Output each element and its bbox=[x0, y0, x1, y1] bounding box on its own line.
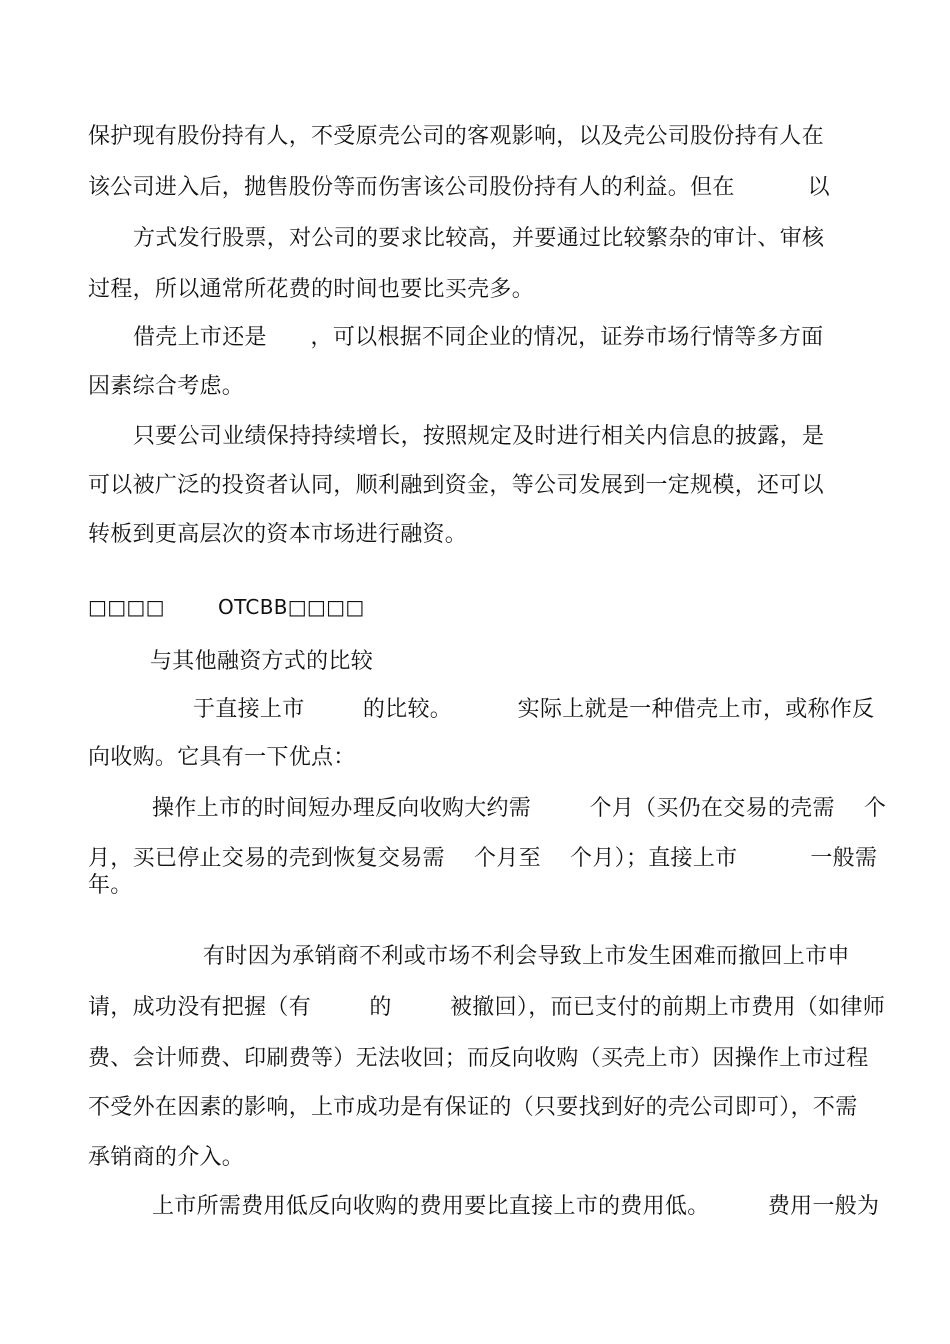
text-line: 借壳上市还是 ，可以根据不同企业的情况，证券市场行情等多方面 bbox=[133, 325, 824, 350]
text-line: 请，成功没有把握（有 的 被撤回），而已支付的前期上市费用（如律师 bbox=[88, 995, 885, 1020]
text-line: 因素综合考虑。 bbox=[88, 374, 245, 399]
text-line: 只要公司业绩保持持续增长，按照规定及时进行相关内信息的披露，是 bbox=[133, 424, 825, 449]
text-line: 费、会计师费、印刷费等）无法收回；而反向收购（买壳上市）因操作上市过程 bbox=[88, 1046, 869, 1071]
text-line: 上市所需费用低反向收购的费用要比直接上市的费用低。 费用一般为 bbox=[152, 1194, 880, 1219]
section-heading: □□□□ OTCBB□□□□ bbox=[88, 595, 365, 619]
text-line: 不受外在因素的影响，上市成功是有保证的（只要找到好的壳公司即可），不需 bbox=[88, 1095, 858, 1120]
text-line: 可以被广泛的投资者认同，顺利融到资金，等公司发展到一定规模，还可以 bbox=[88, 473, 824, 498]
text-line: 向收购。它具有一下优点： bbox=[88, 745, 356, 770]
text-line: 该公司进入后，抛售股份等而伤害该公司股份持有人的利益。但在 以 bbox=[88, 175, 830, 200]
text-line: 承销商的介入。 bbox=[88, 1145, 245, 1170]
text-line: 有时因为承销商不利或市场不利会导致上市发生困难而撤回上市申 bbox=[203, 944, 850, 969]
text-line: 年。 bbox=[88, 873, 133, 898]
text-line: 方式发行股票，对公司的要求比较高，并要通过比较繁杂的审计、审核 bbox=[133, 226, 825, 251]
text-line: 月，买已停止交易的壳到恢复交易需 个月至 个月）；直接上市 一般需 bbox=[88, 846, 878, 871]
text-line: 保护现有股份持有人，不受原壳公司的客观影响，以及壳公司股份持有人在 bbox=[88, 124, 824, 149]
text-line: 操作上市的时间短办理反向收购大约需 个月（买仍在交易的壳需 个 bbox=[152, 796, 887, 821]
text-line: 于直接上市 的比较。 实际上就是一种借壳上市，或称作反 bbox=[193, 697, 875, 722]
text-line: 过程，所以通常所花费的时间也要比买壳多。 bbox=[88, 277, 535, 302]
text-line: 转板到更高层次的资本市场进行融资。 bbox=[88, 522, 468, 547]
subsection-heading: 与其他融资方式的比较 bbox=[150, 649, 374, 674]
